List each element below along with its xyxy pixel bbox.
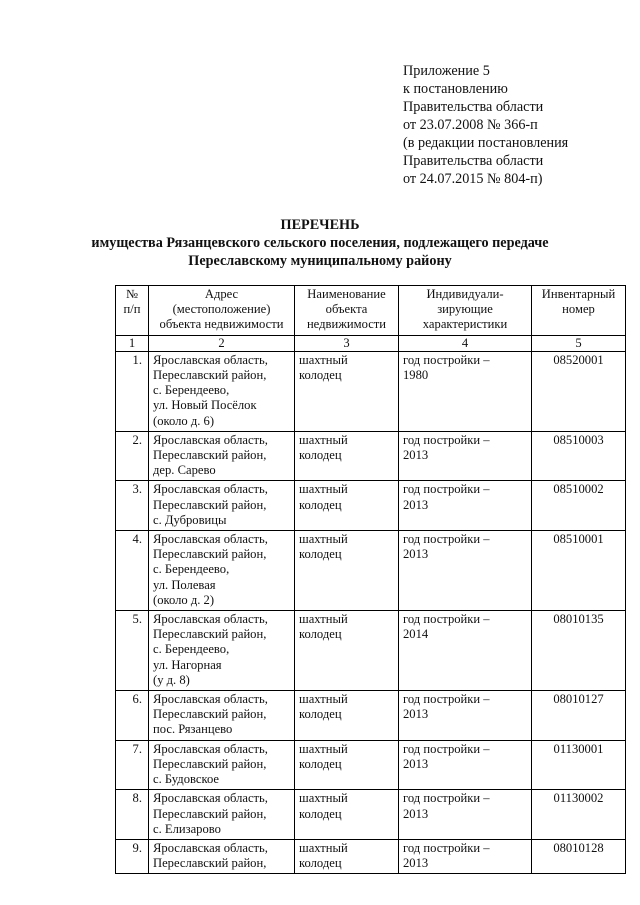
address-line: (около д. 6) bbox=[153, 413, 215, 428]
header-text: № bbox=[125, 287, 139, 301]
title-heading: ПЕРЕЧЕНЬ bbox=[280, 217, 360, 233]
column-number: 1 bbox=[116, 335, 149, 351]
address-line: (у д. 8) bbox=[153, 672, 190, 687]
address-cell bbox=[149, 351, 295, 431]
address-cell bbox=[149, 611, 295, 691]
address-cell bbox=[149, 481, 295, 531]
address-line: ул. Нагорная bbox=[153, 657, 222, 672]
address-line: с. Елизарово bbox=[153, 821, 221, 836]
header-cell-4 bbox=[399, 286, 532, 336]
address-line: Ярославская область, bbox=[153, 840, 268, 855]
object-name-cell bbox=[295, 691, 399, 741]
characteristics-line: 2013 bbox=[403, 756, 429, 771]
header-cell-5 bbox=[532, 286, 626, 336]
address-line: ул. Полевая bbox=[153, 577, 216, 592]
table-row bbox=[116, 740, 626, 790]
object-name-line: шахтный bbox=[299, 532, 348, 547]
address-cell bbox=[149, 790, 295, 840]
column-number: 5 bbox=[532, 335, 626, 351]
characteristics-cell bbox=[399, 351, 532, 431]
table-row bbox=[116, 431, 626, 481]
table-row bbox=[116, 790, 626, 840]
characteristics-line: 2014 bbox=[403, 627, 429, 642]
characteristics-line: год постройки – bbox=[403, 692, 490, 707]
address-line: Переславский район, bbox=[153, 806, 267, 821]
table-row bbox=[116, 611, 626, 691]
header-row bbox=[116, 286, 626, 336]
row-number: 9. bbox=[116, 839, 149, 873]
characteristics-line: год постройки – bbox=[403, 532, 490, 547]
characteristics-cell bbox=[399, 431, 532, 481]
appendix-line: (в редакции постановления bbox=[403, 135, 569, 151]
appendix-line: к постановлению bbox=[403, 81, 508, 97]
object-name-line: колодец bbox=[299, 368, 342, 383]
address-cell bbox=[149, 531, 295, 611]
address-line: Ярославская область, bbox=[153, 692, 268, 707]
object-name-cell bbox=[295, 431, 399, 481]
row-number: 8. bbox=[116, 790, 149, 840]
row-number: 1. bbox=[116, 351, 149, 431]
address-line: с. Берендеево, bbox=[153, 642, 230, 657]
address-line: Ярославская область, bbox=[153, 352, 268, 367]
appendix-line: Правительства области bbox=[403, 99, 544, 115]
object-name-cell bbox=[295, 481, 399, 531]
column-number-row bbox=[116, 335, 626, 351]
inventory-number: 08010127 bbox=[532, 691, 626, 741]
object-name-line: шахтный bbox=[299, 432, 348, 447]
characteristics-line: год постройки – bbox=[403, 482, 490, 497]
object-name-cell bbox=[295, 740, 399, 790]
address-line: Ярославская область, bbox=[153, 741, 268, 756]
inventory-number: 01130001 bbox=[532, 740, 626, 790]
characteristics-line: 1980 bbox=[403, 368, 429, 383]
address-cell bbox=[149, 431, 295, 481]
row-number: 6. bbox=[116, 691, 149, 741]
object-name-line: колодец bbox=[299, 756, 342, 771]
address-line: Ярославская область, bbox=[153, 482, 268, 497]
object-name-line: колодец bbox=[299, 856, 342, 871]
characteristics-line: год постройки – bbox=[403, 741, 490, 756]
address-line: пос. Рязанцево bbox=[153, 722, 233, 737]
characteristics-cell bbox=[399, 531, 532, 611]
object-name-line: шахтный bbox=[299, 612, 348, 627]
column-number: 2 bbox=[149, 335, 295, 351]
header-text: Индивидуали- bbox=[426, 287, 504, 301]
inventory-number: 08510001 bbox=[532, 531, 626, 611]
inventory-number: 08010135 bbox=[532, 611, 626, 691]
appendix-line: от 23.07.2008 № 366-п bbox=[403, 117, 538, 133]
object-name-line: колодец bbox=[299, 448, 342, 463]
object-name-line: шахтный bbox=[299, 352, 348, 367]
object-name-line: колодец bbox=[299, 547, 342, 562]
appendix-line: Правительства области bbox=[403, 153, 544, 169]
object-name-line: шахтный bbox=[299, 482, 348, 497]
header-text: Адрес bbox=[204, 287, 239, 301]
appendix-block bbox=[403, 62, 568, 188]
address-line: Переславский район, bbox=[153, 497, 267, 512]
address-cell bbox=[149, 691, 295, 741]
object-name-line: колодец bbox=[299, 497, 342, 512]
address-line: Переславский район, bbox=[153, 627, 267, 642]
row-number: 5. bbox=[116, 611, 149, 691]
inventory-number: 08510003 bbox=[532, 431, 626, 481]
header-cell-3 bbox=[295, 286, 399, 336]
address-line: с. Дубровицы bbox=[153, 512, 227, 527]
table-body bbox=[116, 351, 626, 874]
header-text: недвижимости bbox=[306, 317, 387, 332]
header-text: Наименование bbox=[307, 287, 386, 301]
address-line: с. Берендеево, bbox=[153, 562, 230, 577]
object-name-line: колодец bbox=[299, 707, 342, 722]
object-name-line: шахтный bbox=[299, 692, 348, 707]
table-row bbox=[116, 691, 626, 741]
address-line: Переславский район, bbox=[153, 707, 267, 722]
row-number: 2. bbox=[116, 431, 149, 481]
header-text: характеристики bbox=[422, 317, 508, 332]
table-row bbox=[116, 531, 626, 611]
header-text: зирующие bbox=[437, 302, 493, 317]
address-line: Ярославская область, bbox=[153, 532, 268, 547]
table-row bbox=[116, 351, 626, 431]
address-line: Переславский район, bbox=[153, 856, 267, 871]
address-line: Переславский район, bbox=[153, 547, 267, 562]
inventory-number: 08510002 bbox=[532, 481, 626, 531]
appendix-line: Приложение 5 bbox=[403, 63, 490, 79]
document-title bbox=[0, 216, 640, 270]
column-number: 3 bbox=[295, 335, 399, 351]
characteristics-line: 2013 bbox=[403, 806, 429, 821]
address-cell bbox=[149, 740, 295, 790]
characteristics-line: 2013 bbox=[403, 707, 429, 722]
header-cell-1 bbox=[116, 286, 149, 336]
appendix-line: от 24.07.2015 № 804-п) bbox=[403, 171, 543, 187]
object-name-line: шахтный bbox=[299, 840, 348, 855]
address-line: Ярославская область, bbox=[153, 432, 268, 447]
object-name-cell bbox=[295, 790, 399, 840]
header-text: объекта недвижимости bbox=[159, 317, 284, 332]
table-row bbox=[116, 481, 626, 531]
characteristics-line: год постройки – bbox=[403, 612, 490, 627]
characteristics-line: год постройки – bbox=[403, 840, 490, 855]
header-text: п/п bbox=[123, 302, 141, 317]
address-line: Переславский район, bbox=[153, 756, 267, 771]
inventory-number: 01130002 bbox=[532, 790, 626, 840]
column-number: 4 bbox=[399, 335, 532, 351]
header-text: Инвентарный bbox=[541, 287, 616, 301]
characteristics-cell bbox=[399, 691, 532, 741]
characteristics-cell bbox=[399, 740, 532, 790]
characteristics-cell bbox=[399, 611, 532, 691]
table-row bbox=[116, 839, 626, 873]
characteristics-line: 2013 bbox=[403, 448, 429, 463]
address-line: ул. Новый Посёлок bbox=[153, 398, 257, 413]
characteristics-line: 2013 bbox=[403, 856, 429, 871]
row-number: 3. bbox=[116, 481, 149, 531]
row-number: 7. bbox=[116, 740, 149, 790]
title-line-1: имущества Рязанцевского сельского поселения, подлежащего передаче bbox=[91, 235, 549, 251]
characteristics-line: 2013 bbox=[403, 497, 429, 512]
characteristics-cell bbox=[399, 839, 532, 873]
object-name-line: шахтный bbox=[299, 741, 348, 756]
header-text: объекта bbox=[325, 302, 368, 317]
characteristics-line: 2013 bbox=[403, 547, 429, 562]
inventory-number: 08010128 bbox=[532, 839, 626, 873]
address-line: Переславский район, bbox=[153, 448, 267, 463]
property-table bbox=[115, 285, 626, 874]
address-line: Ярославская область, bbox=[153, 612, 268, 627]
characteristics-line: год постройки – bbox=[403, 432, 490, 447]
inventory-number: 08520001 bbox=[532, 351, 626, 431]
address-line: с. Берендеево, bbox=[153, 383, 230, 398]
address-line: дер. Сарево bbox=[153, 463, 216, 478]
address-cell bbox=[149, 839, 295, 873]
characteristics-line: год постройки – bbox=[403, 791, 490, 806]
characteristics-cell bbox=[399, 481, 532, 531]
table-header bbox=[116, 286, 626, 352]
characteristics-line: год постройки – bbox=[403, 352, 490, 367]
object-name-cell bbox=[295, 351, 399, 431]
object-name-cell bbox=[295, 611, 399, 691]
object-name-line: колодец bbox=[299, 627, 342, 642]
title-line-2: Переславскому муниципальному району bbox=[188, 253, 452, 269]
header-cell-2 bbox=[149, 286, 295, 336]
address-line: с. Будовское bbox=[153, 772, 219, 787]
address-line: (около д. 2) bbox=[153, 592, 215, 607]
object-name-cell bbox=[295, 531, 399, 611]
object-name-cell bbox=[295, 839, 399, 873]
row-number: 4. bbox=[116, 531, 149, 611]
object-name-line: колодец bbox=[299, 806, 342, 821]
header-text: номер bbox=[562, 302, 595, 317]
characteristics-cell bbox=[399, 790, 532, 840]
object-name-line: шахтный bbox=[299, 791, 348, 806]
address-line: Переславский район, bbox=[153, 368, 267, 383]
address-line: Ярославская область, bbox=[153, 791, 268, 806]
header-text: (местоположение) bbox=[172, 302, 271, 317]
